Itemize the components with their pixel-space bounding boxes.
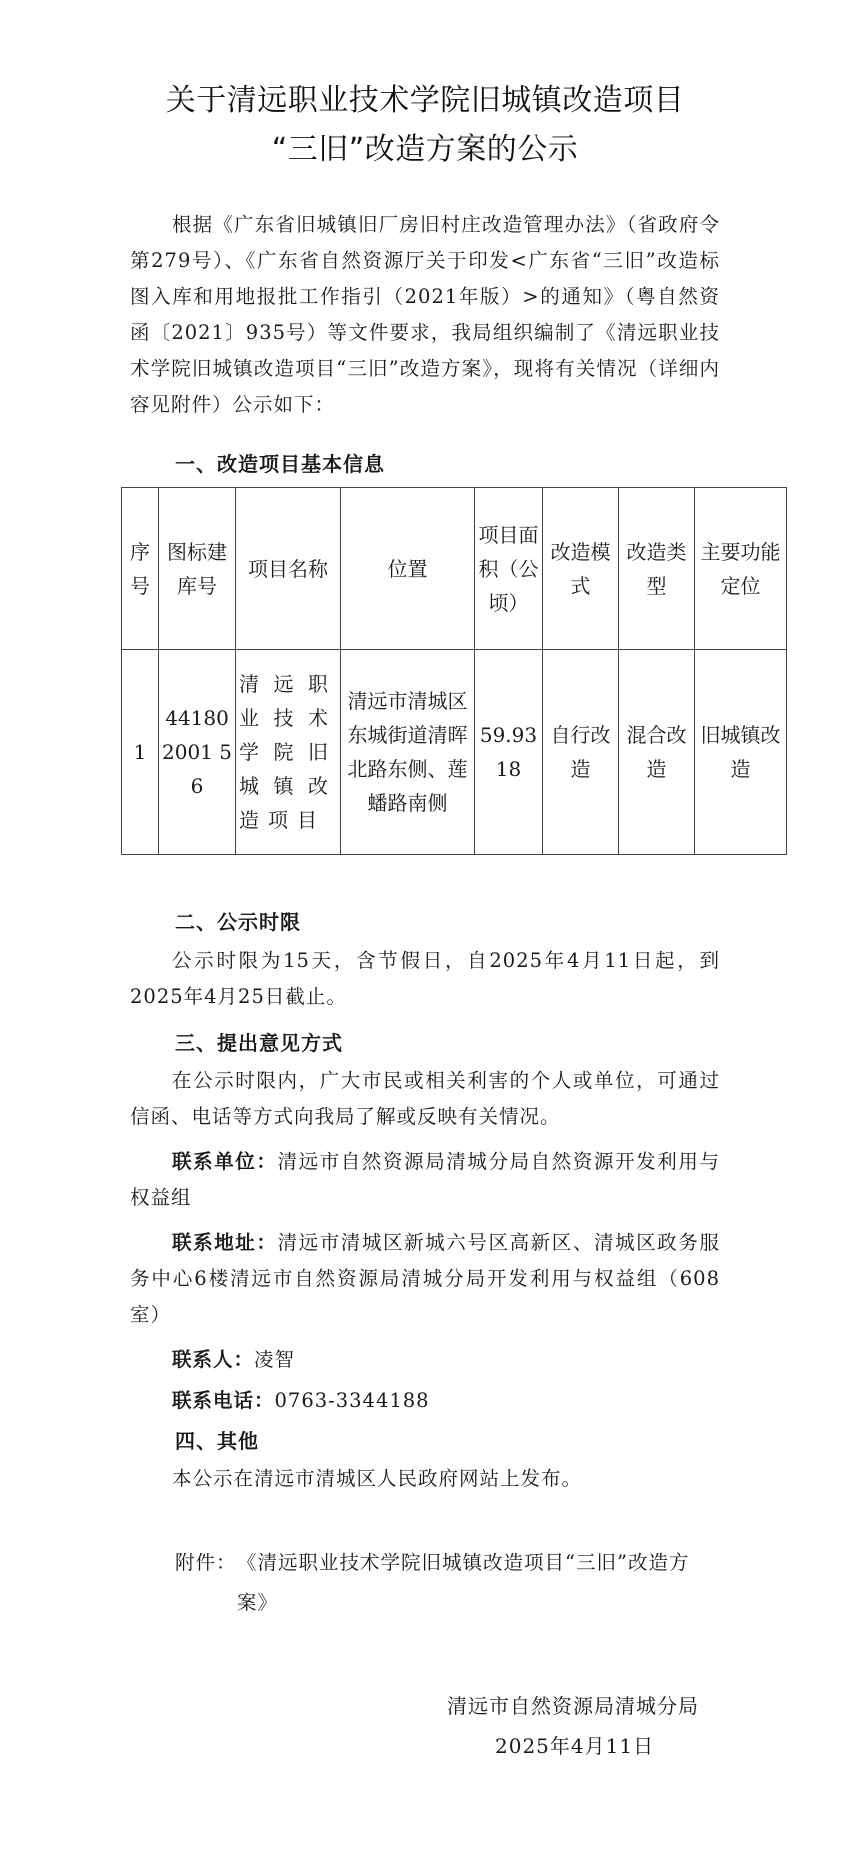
section3-text: 在公示时限内，广大市民或相关利害的个人或单位，可通过信函、电话等方式向我局了解或反映有关情况。 (130, 1069, 720, 1128)
contact-address (130, 1225, 720, 1333)
section4-text: 本公示在清远市清城区人民政府网站上发布。 (172, 1467, 583, 1490)
intro-paragraph: 根据《广东省旧城镇旧厂房旧村庄改造管理办法》（省政府令第279号）、《广东省自然资源厅关于印发<广东省“三旧”改造标图入库和用地报批工作指引（2021年版）>的通知》（粤自然资函〔2021〕935号）等文件要求，我局组织编制了《清远职业技术学院旧城镇改造项目“三旧”改造方案》，现将有关情况（详细内容见附件）公示如下： (130, 213, 720, 416)
header-mode: 改造模式 (543, 488, 619, 650)
attachment (175, 1543, 720, 1623)
header-area: 项目面积（公顷） (475, 488, 543, 650)
page-title-line1: 关于清远职业技术学院旧城镇改造项目 (165, 83, 685, 118)
contact-unit (130, 1144, 720, 1216)
header-function: 主要功能定位 (695, 488, 787, 650)
contact-phone (130, 1383, 720, 1419)
attachment-label: 附件： (175, 1551, 237, 1574)
cell-area: 59.9318 (475, 650, 543, 855)
cell-function: 旧城镇改造 (695, 650, 787, 855)
contact-unit-value: 清远市自然资源局清城分局自然资源开发利用与权益组 (130, 1150, 720, 1209)
attachment-link[interactable]: 《清远职业技术学院旧城镇改造项目“三旧”改造方案》 (237, 1551, 690, 1614)
contact-address-value: 清远市清城区新城六号区高新区、清城区政务服务中心6楼清远市自然资源局清城分局开发利用与权益组（608室） (130, 1231, 720, 1326)
contact-person-label: 联系人： (172, 1348, 255, 1371)
contact-phone-value: 0763-3344188 (274, 1389, 430, 1412)
table-header-row (122, 488, 787, 650)
signature-date: 2025年4月11日 (495, 1734, 655, 1758)
section1-heading: 一、改造项目基本信息 (175, 452, 385, 476)
contact-phone-label: 联系电话： (172, 1389, 275, 1412)
header-no: 序号 (122, 488, 159, 650)
header-location: 位置 (341, 488, 475, 650)
contact-address-label: 联系地址： (172, 1231, 278, 1254)
cell-type: 混合改造 (619, 650, 695, 855)
cell-name: 清远职业技术学院旧城镇改造项目 (236, 650, 341, 855)
signature-org: 清远市自然资源局清城分局 (447, 1694, 699, 1718)
page-title-line2: “三旧”改造方案的公示 (271, 132, 579, 167)
cell-mode: 自行改造 (543, 650, 619, 855)
cell-location: 清远市清城区东城街道清晖北路东侧、莲蟠路南侧 (341, 650, 475, 855)
section3-heading: 三、提出意见方式 (175, 1031, 343, 1055)
cell-code: 441802001 56 (159, 650, 236, 855)
contact-person-value: 凌智 (254, 1348, 296, 1371)
section2-text: 公示时限为15天，含节假日，自2025年4月11日起，到2025年4月25日截止。 (130, 949, 720, 1008)
cell-no: 1 (122, 650, 159, 855)
section4-heading: 四、其他 (175, 1429, 259, 1453)
header-code: 图标建库号 (159, 488, 236, 650)
header-type: 改造类型 (619, 488, 695, 650)
contact-person (130, 1342, 720, 1378)
project-info-table (121, 487, 787, 855)
section2-heading: 二、公示时限 (175, 910, 301, 934)
header-name: 项目名称 (236, 488, 341, 650)
table-row (122, 650, 787, 855)
contact-unit-label: 联系单位： (172, 1150, 278, 1173)
